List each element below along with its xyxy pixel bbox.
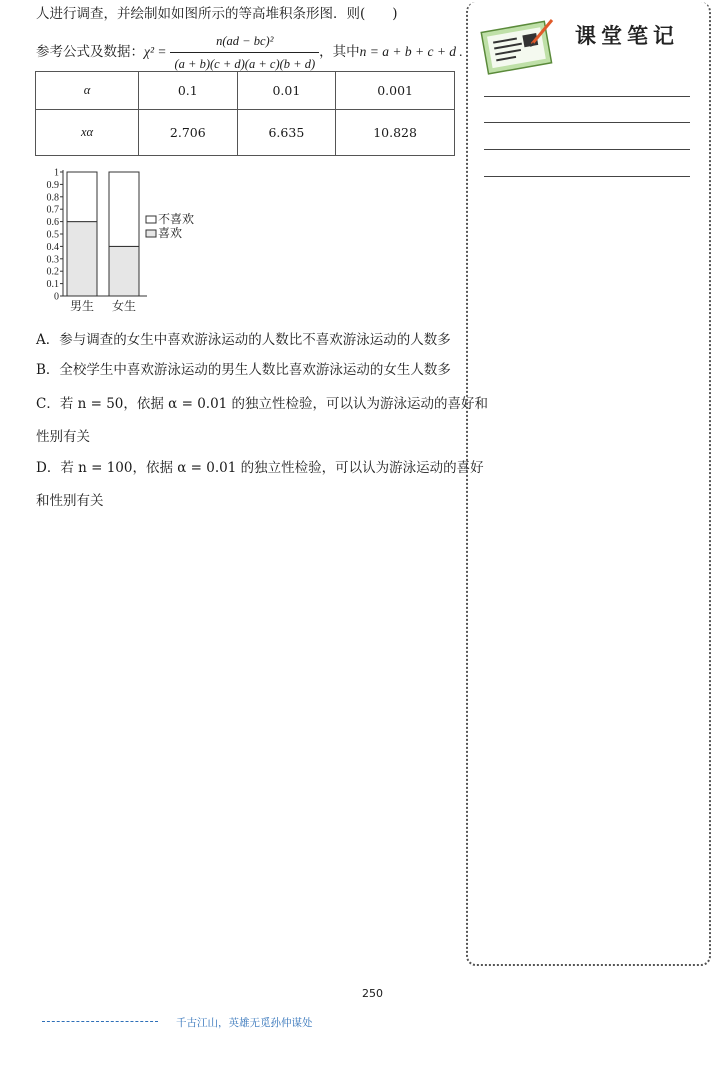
option-text: B．全校学生中喜欢游泳运动的男生人数比喜欢游泳运动的女生人数多 [36, 362, 451, 378]
option-text: A．参与调查的女生中喜欢游泳运动的人数比不喜欢游泳运动的人数多 [36, 332, 451, 348]
y-tick-label: 0.7 [46, 204, 59, 216]
notes-title: 课堂笔记 [575, 23, 679, 48]
y-tick-label: 0.4 [46, 241, 59, 253]
question-intro: 人进行调查，并绘制如如图所示的等高堆积条形图．则( ) [36, 6, 398, 22]
legend-label: 不喜欢 [158, 212, 195, 226]
legend-label: 喜欢 [158, 226, 183, 240]
formula-line [36, 32, 463, 72]
formula-n-definition: n = a + b + c + d . [359, 44, 463, 59]
y-tick-label: 0.5 [46, 229, 59, 241]
table-row [36, 110, 455, 156]
footer-divider [42, 1021, 158, 1022]
y-tick-label: 0.9 [46, 179, 59, 191]
table-cell: 0.1 [139, 72, 238, 110]
bar-segment [109, 172, 139, 246]
y-tick-label: 0.2 [46, 266, 59, 278]
table-row-label: xα [36, 110, 139, 156]
y-tick-label: 0.6 [46, 217, 59, 229]
y-tick-label: 0.1 [46, 279, 59, 291]
page-number: 250 [362, 987, 383, 1000]
option-text: 和性别有关 [36, 493, 104, 509]
y-tick-label: 0.3 [46, 254, 59, 266]
legend-swatch [146, 230, 156, 237]
note-line [484, 176, 690, 177]
stacked-bar-chart [30, 166, 220, 316]
y-tick-label: 1 [54, 167, 59, 179]
formula-denominator: (a + b)(c + d)(a + c)(b + d) [174, 56, 316, 71]
table-row-label: α [36, 72, 139, 110]
note-line [484, 149, 690, 150]
table-cell: 0.01 [237, 72, 336, 110]
option-text: D．若 n = 100，依据 α = 0.01 的独立性检验，可以认为游泳运动的喜好 [36, 460, 484, 476]
option-text: 性别有关 [36, 429, 90, 445]
option-text: C．若 n = 50，依据 α = 0.01 的独立性检验，可以认为游泳运动的喜好和 [36, 396, 489, 412]
table-cell: 6.635 [237, 110, 336, 156]
note-line [484, 96, 690, 97]
table-cell: 10.828 [336, 110, 455, 156]
legend-swatch [146, 216, 156, 223]
x-category-label: 男生 [69, 299, 95, 313]
note-line [484, 122, 690, 123]
critical-value-table [35, 71, 455, 156]
footer-slogan: 千古江山，英雄无觅孙仲谋处 [176, 1017, 313, 1029]
formula-numerator: n(ad − bc)² [170, 31, 319, 53]
table-cell: 0.001 [336, 72, 455, 110]
formula-suffix: ，其中 [319, 44, 360, 60]
notepad-icon [478, 14, 562, 76]
chi-square-symbol: χ² = [144, 44, 167, 59]
bar-segment [67, 172, 97, 222]
x-category-label: 女生 [111, 299, 137, 313]
notes-panel [466, 2, 711, 966]
table-row [36, 72, 455, 110]
bar-segment [67, 222, 97, 296]
table-cell: 2.706 [139, 110, 238, 156]
y-tick-label: 0.8 [46, 192, 59, 204]
bar-segment [109, 246, 139, 296]
chi-square-fraction [170, 31, 319, 74]
formula-prefix: 参考公式及数据： [36, 44, 144, 60]
y-tick-label: 0 [54, 291, 59, 303]
